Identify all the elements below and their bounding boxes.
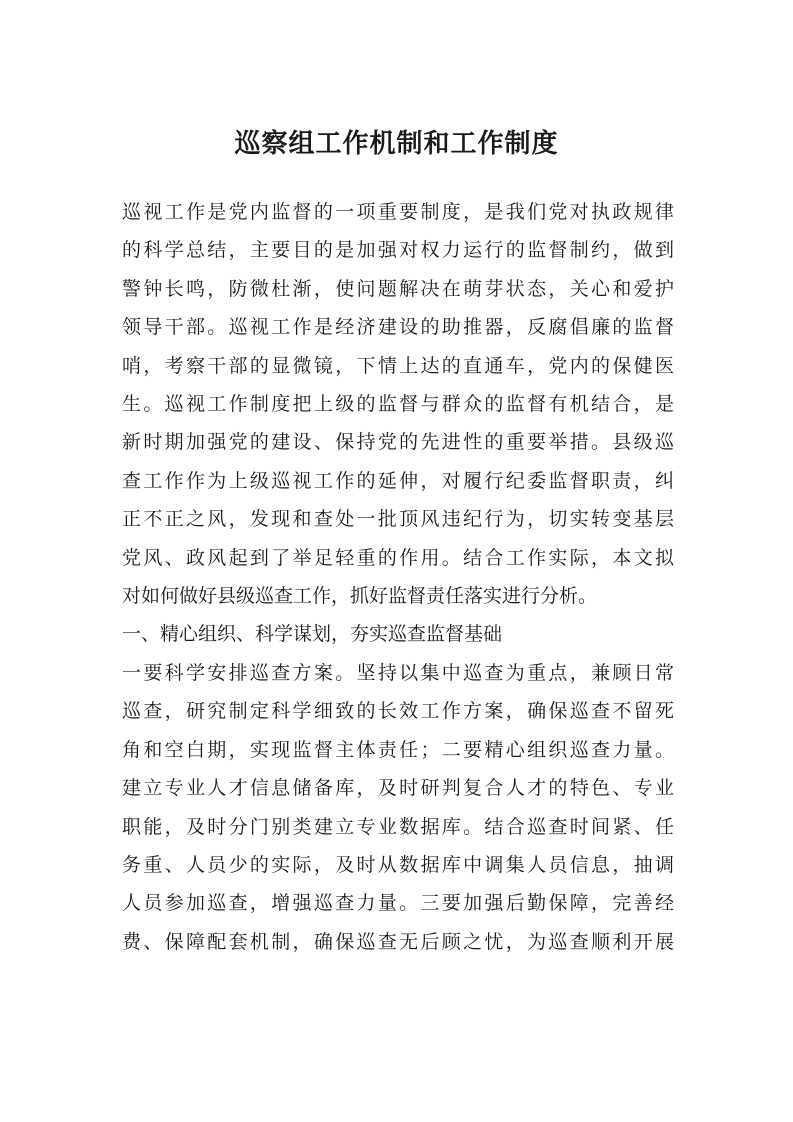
text-line: 生。巡视工作制度把上级的监督与群众的监督有机结合，是	[122, 393, 674, 416]
text-line: 建立专业人才信息储备库，及时研判复合人才的特色、专业	[122, 777, 674, 800]
text-line: 一要科学安排巡查方案。坚持以集中巡查为重点，兼顾日常	[122, 661, 674, 684]
paragraph-section-1	[122, 654, 674, 961]
text-line: 警钟长鸣，防微杜渐，使问题解决在萌芽状态，关心和爱护	[122, 277, 674, 300]
text-line: 对如何做好县级巡查工作，抓好监督责任落实进行分析。	[122, 585, 598, 608]
text-line: 费、保障配套机制，确保巡查无后顾之忧，为巡查顺利开展	[122, 930, 674, 953]
text-line: 的科学总结，主要目的是加强对权力运行的监督制约，做到	[122, 239, 674, 262]
text-line: 巡视工作是党内监督的一项重要制度，是我们党对执政规律	[122, 201, 674, 223]
text-line: 新时期加强党的建设、保持党的先进性的重要举措。县级巡	[122, 431, 674, 454]
text-line: 职能，及时分门别类建立专业数据库。结合巡查时间紧、任	[122, 815, 674, 838]
section-heading	[122, 615, 674, 653]
text-line: 党风、政风起到了举足轻重的作用。结合工作实际，本文拟	[122, 546, 674, 569]
section-heading-text: 一、精心组织、科学谋划，夯实巡查监督基础	[122, 623, 503, 646]
text-line: 人员参加巡查，增强巡查力量。三要加强后勤保障，完善经	[122, 892, 674, 915]
text-line: 巡查，研究制定科学细致的长效工作方案，确保巡查不留死	[122, 700, 674, 723]
document-body	[122, 193, 674, 961]
text-line: 查工作作为上级巡视工作的延伸，对履行纪委监督职责，纠	[122, 469, 674, 492]
text-line: 角和空白期，实现监督主体责任；二要精心组织巡查力量。	[122, 738, 674, 761]
text-line: 领导干部。巡视工作是经济建设的助推器，反腐倡廉的监督	[122, 316, 674, 339]
paragraph-intro	[122, 193, 674, 615]
text-line: 务重、人员少的实际，及时从数据库中调集人员信息，抽调	[122, 853, 674, 876]
document-title: 巡察组工作机制和工作制度	[234, 129, 559, 159]
text-line: 哨，考察干部的显微镜，下情上达的直通车，党内的保健医	[122, 354, 674, 377]
text-line: 正不正之风，发现和查处一批顶风违纪行为，切实转变基层	[122, 508, 674, 531]
